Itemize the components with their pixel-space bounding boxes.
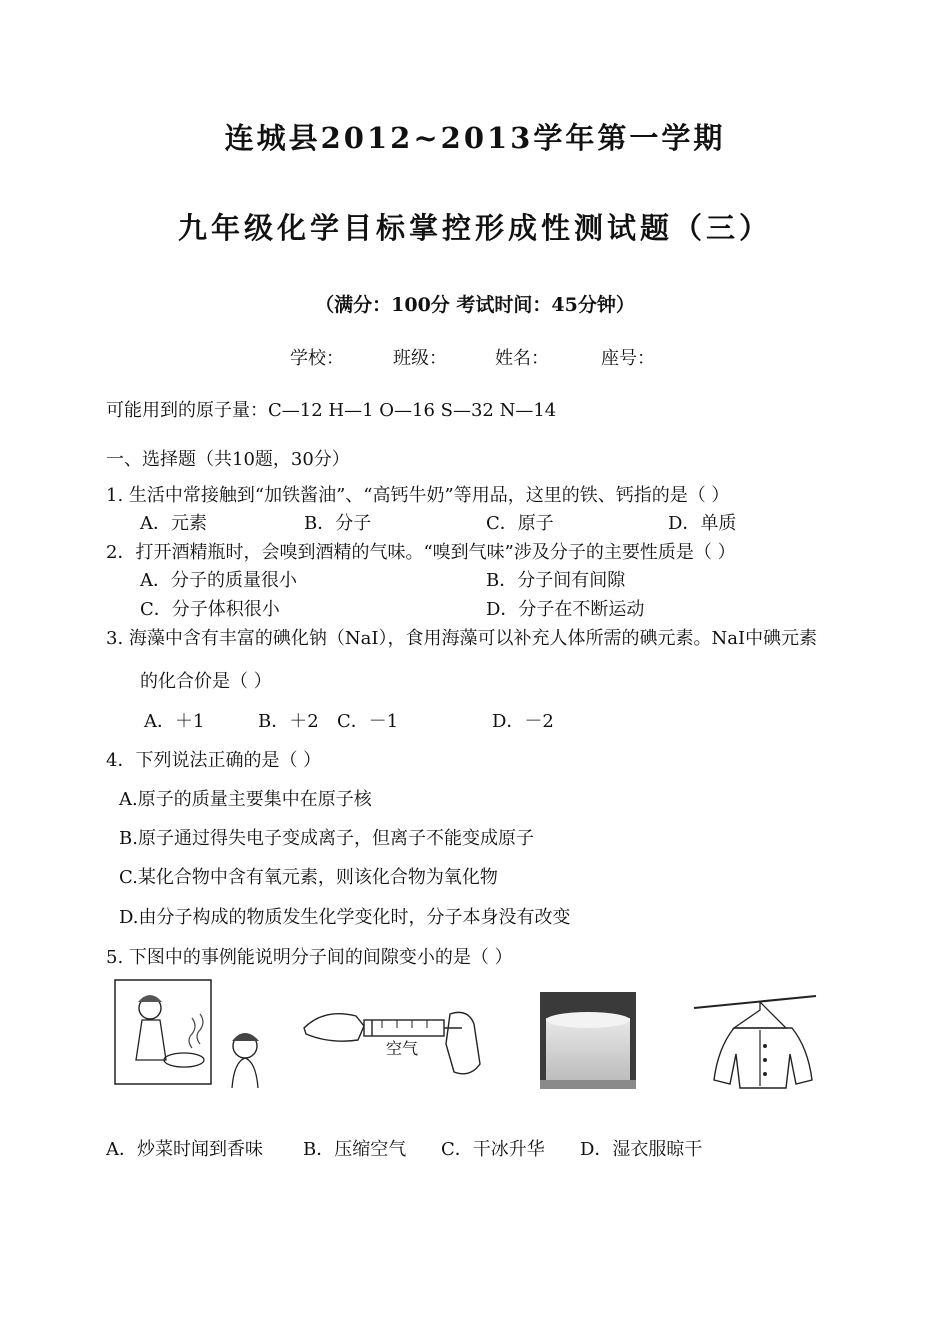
q5-option-a: A．炒菜时闻到香味 (106, 1139, 263, 1160)
field-school: 学校： (290, 348, 344, 369)
q2-option-c: C．分子体积很小 (140, 599, 280, 620)
q1-stem: 1. 生活中常接触到“加铁酱油”、“高钙牛奶”等用品，这里的铁、钙指的是（ ） (106, 485, 730, 506)
q2-option-b: B．分子间有间隙 (486, 570, 626, 591)
q4-option-b: B.原子通过得失电子变成离子，但离子不能变成原子 (119, 828, 534, 849)
q4-option-a: A.原子的质量主要集中在原子核 (119, 789, 372, 810)
exam-title-line1: 连城县2012~2013学年第一学期 (224, 121, 726, 155)
q1-option-d: D．单质 (668, 513, 737, 534)
q3-stem-line2: 的化合价是（ ） (140, 671, 272, 692)
q5-stem: 5. 下图中的事例能说明分子间的间隙变小的是（ ） (106, 947, 513, 968)
q3-stem-line1: 3. 海藻中含有丰富的碘化钠（NaI），食用海藻可以补充人体所需的碘元素。NaI中碘元素 (106, 628, 818, 649)
q3-option-a: A．＋1 (144, 711, 205, 732)
q4-stem: 4．下列说法正确的是（ ） (106, 750, 322, 771)
q4-option-d: D.由分子构成的物质发生化学变化时，分子本身没有改变 (119, 907, 571, 928)
section-heading: 一、选择题（共10题，30分） (106, 449, 350, 470)
q4-option-c: C.某化合物中含有氧元素，则该化合物为氧化物 (119, 867, 498, 888)
field-class: 班级： (393, 348, 447, 369)
q1-option-b: B．分子 (304, 513, 372, 534)
q5-option-d: D．湿衣服晾干 (580, 1139, 703, 1160)
exam-title-line2: 九年级化学目标掌控形成性测试题（三） (177, 211, 772, 245)
q1-option-c: C．原子 (486, 513, 554, 534)
atomic-masses: 可能用到的原子量：C—12 H—1 O—16 S—32 N—14 (106, 400, 557, 421)
q2-stem: 2．打开酒精瓶时，会嗅到酒精的气味。“嗅到气味”涉及分子的主要性质是（ ） (106, 542, 736, 563)
syringe-illustration (302, 978, 492, 1093)
q1-option-a: A．元素 (140, 513, 207, 534)
q3-option-b: B．＋2 (258, 711, 319, 732)
dry-ice-photo (540, 992, 636, 1089)
q5-option-c: C．干冰升华 (441, 1139, 545, 1160)
q5-option-b: B．压缩空气 (303, 1139, 407, 1160)
exam-score-time: （满分：100分 考试时间：45分钟） (315, 294, 635, 316)
cooking-illustration (112, 978, 272, 1093)
field-seat: 座号： (601, 348, 655, 369)
q3-option-c: C．－1 (337, 711, 399, 732)
field-name: 姓名： (495, 348, 549, 369)
q2-option-d: D．分子在不断运动 (486, 599, 645, 620)
q3-option-d: D．－2 (492, 711, 554, 732)
q2-option-a: A．分子的质量很小 (140, 570, 297, 591)
wet-clothes-illustration (690, 990, 820, 1090)
air-label: 空气 (386, 1039, 419, 1058)
